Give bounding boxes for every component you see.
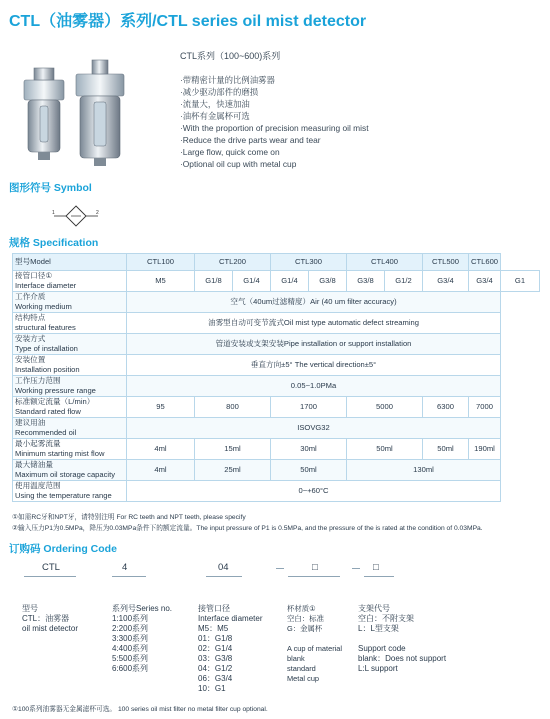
- spec-row: [13, 460, 540, 481]
- spec-cell: 15ml: [195, 439, 271, 460]
- spec-cell: 4ml: [127, 439, 195, 460]
- row-label: 安装位置 Installation position: [13, 355, 127, 376]
- row-label: 工作介质 Working medium: [13, 292, 127, 313]
- spec-cell: 50ml: [271, 460, 347, 481]
- row-label: 接管口径① Interface diameter: [13, 271, 127, 292]
- spec-cell: 50ml: [347, 439, 423, 460]
- spec-cell: 5000: [347, 397, 423, 418]
- spec-row: [13, 355, 540, 376]
- row-label: 最小起雾流量 Minimum starting mist flow: [13, 439, 127, 460]
- row-label: 使用温度范围 Using the temperature range: [13, 481, 127, 502]
- code-underline: [112, 576, 146, 577]
- spec-row: [13, 439, 540, 460]
- code-underline: [206, 576, 242, 577]
- port-label-2: 2: [96, 210, 99, 216]
- spec-cell: 95: [127, 397, 195, 418]
- spec-cell: 130ml: [347, 460, 501, 481]
- spec-heading: 规格 Specification: [9, 237, 99, 249]
- spec-cell: 1700: [271, 397, 347, 418]
- spec-cell: 50ml: [423, 439, 469, 460]
- spec-row: [13, 271, 540, 292]
- spec-cell: 油雾型自动可变节流式Oil mist type automatic defect streaming: [127, 313, 501, 334]
- spec-cell: G1/8: [195, 271, 233, 292]
- spec-cell: 25ml: [195, 460, 271, 481]
- spec-row: [13, 292, 540, 313]
- spec-cell: G3/4: [469, 271, 501, 292]
- spec-row: [13, 313, 540, 334]
- footer-note: ①100系列油雾器无金属滤杯可选。 100 series oil mist filter no metal filter cup optional.: [12, 706, 268, 713]
- series-range: CTL系列（100~600)系列: [180, 51, 281, 61]
- feature-item: ·油杯有金属杯可选: [180, 111, 250, 121]
- code-underline: [24, 576, 76, 577]
- model-cell: CTL500: [423, 254, 469, 271]
- spec-row: [13, 397, 540, 418]
- feature-item: ·减少驱动部件的磨损: [180, 87, 259, 97]
- spec-cell: 30ml: [271, 439, 347, 460]
- spec-cell: G1: [501, 271, 540, 292]
- order-code-model: CTL: [42, 562, 60, 573]
- order-code-cup: □: [312, 562, 318, 573]
- spec-cell: 空气（40um过滤精度）Air (40 um filter accuracy): [127, 292, 501, 313]
- spec-cell: 800: [195, 397, 271, 418]
- spec-cell: 0~+60°C: [127, 481, 501, 502]
- spec-cell: G3/8: [309, 271, 347, 292]
- spec-cell: ISOVG32: [127, 418, 501, 439]
- order-code-bracket: □: [373, 562, 379, 573]
- code-dash: [352, 568, 360, 569]
- spec-cell: G1/2: [385, 271, 423, 292]
- spec-cell: 管道安装或支架安装Pipe installation or support installation: [127, 334, 501, 355]
- port-label-1: 1: [52, 210, 55, 216]
- spec-cell: 0.05~1.0PMa: [127, 376, 501, 397]
- spec-row: [13, 418, 540, 439]
- order-cup-desc: 杯材质① 空白：标准 G：金属杯 A cup of material blank standard Metal cup: [287, 604, 343, 683]
- model-cell: CTL400: [347, 254, 423, 271]
- features-list: [180, 50, 369, 170]
- row-label: 最大储油量 Maximum oil storage capacity: [13, 460, 127, 481]
- spec-row: [13, 376, 540, 397]
- order-code-series: 4: [122, 562, 128, 573]
- model-label: 型号Model: [13, 254, 127, 271]
- order-port-desc: 接管口径 Interface diameter M5：M5 01：G1/8 02：G1/4 03：G3/8 04：G1/2 06：G3/4 10：G1: [198, 604, 263, 693]
- note-1: ①如需RC牙和NPT牙，请特别注明 For RC teeth and NPT teeth, please specify: [12, 514, 246, 521]
- note-2: ②输入压力P1为0.5MPa，降压为0.03MPa条件下的额定流量。The input pressure of P1 is 0.5MPa, and the pressure of the is rated at the condition of 0.03MPa.: [12, 525, 483, 532]
- feature-item: ·带精密计量的比例油雾器: [180, 75, 275, 85]
- spec-cell: G1/4: [233, 271, 271, 292]
- model-cell: CTL200: [195, 254, 271, 271]
- code-underline: [288, 576, 340, 577]
- symbol-heading: 图形符号 Symbol: [9, 182, 92, 194]
- spec-cell: 6300: [423, 397, 469, 418]
- spec-row: [13, 481, 540, 502]
- spec-cell: M5: [127, 271, 195, 292]
- feature-item: ·With the proportion of precision measuring oil mist: [180, 123, 369, 133]
- feature-item: ·流量大，快速加油: [180, 99, 250, 109]
- spec-cell: 垂直方向±5° The vertical direction±5°: [127, 355, 501, 376]
- row-label: 建议用油 Recommended oil: [13, 418, 127, 439]
- model-cell: CTL100: [127, 254, 195, 271]
- spec-cell: 190ml: [469, 439, 501, 460]
- spec-table: [12, 253, 540, 502]
- order-code-port: 04: [218, 562, 229, 573]
- order-model-desc: 型号 CTL：油雾器 oil mist detector: [22, 604, 79, 633]
- spec-cell: G3/4: [423, 271, 469, 292]
- ordering-heading: 订购码 Ordering Code: [9, 543, 117, 555]
- page-title: CTL（油雾器）系列/CTL series oil mist detector: [9, 13, 367, 30]
- model-cell: CTL600: [469, 254, 501, 271]
- row-label: 结构特点 structural features: [13, 313, 127, 334]
- feature-item: ·Reduce the drive parts wear and tear: [180, 135, 321, 145]
- order-bracket-desc: 支架代号 空白：不附支架 L：L型支架 Support code blank：Does not support L:L support: [358, 604, 447, 673]
- feature-item: ·Optional oil cup with metal cup: [180, 159, 297, 169]
- spec-cell: 7000: [469, 397, 501, 418]
- model-cell: CTL300: [271, 254, 347, 271]
- spec-row: [13, 334, 540, 355]
- spec-header-row: [13, 254, 540, 271]
- spec-cell: G1/4: [271, 271, 309, 292]
- row-label: 安装方式 Type of installation: [13, 334, 127, 355]
- row-label: 标准额定流量（L/min） Standard rated flow: [13, 397, 127, 418]
- spec-cell: 4ml: [127, 460, 195, 481]
- row-label: 工作压力范围 Working pressure range: [13, 376, 127, 397]
- product-image: [18, 58, 136, 170]
- feature-item: ·Large flow, quick come on: [180, 147, 280, 157]
- order-series-desc: 系列号Series no. 1:100系列 2:200系列 3:300系列 4:400系列 5:500系列 6:600系列: [112, 604, 173, 673]
- lubricator-symbol-icon: [52, 203, 100, 229]
- code-underline: [364, 576, 394, 577]
- spec-cell: G3/8: [347, 271, 385, 292]
- code-dash: [276, 568, 284, 569]
